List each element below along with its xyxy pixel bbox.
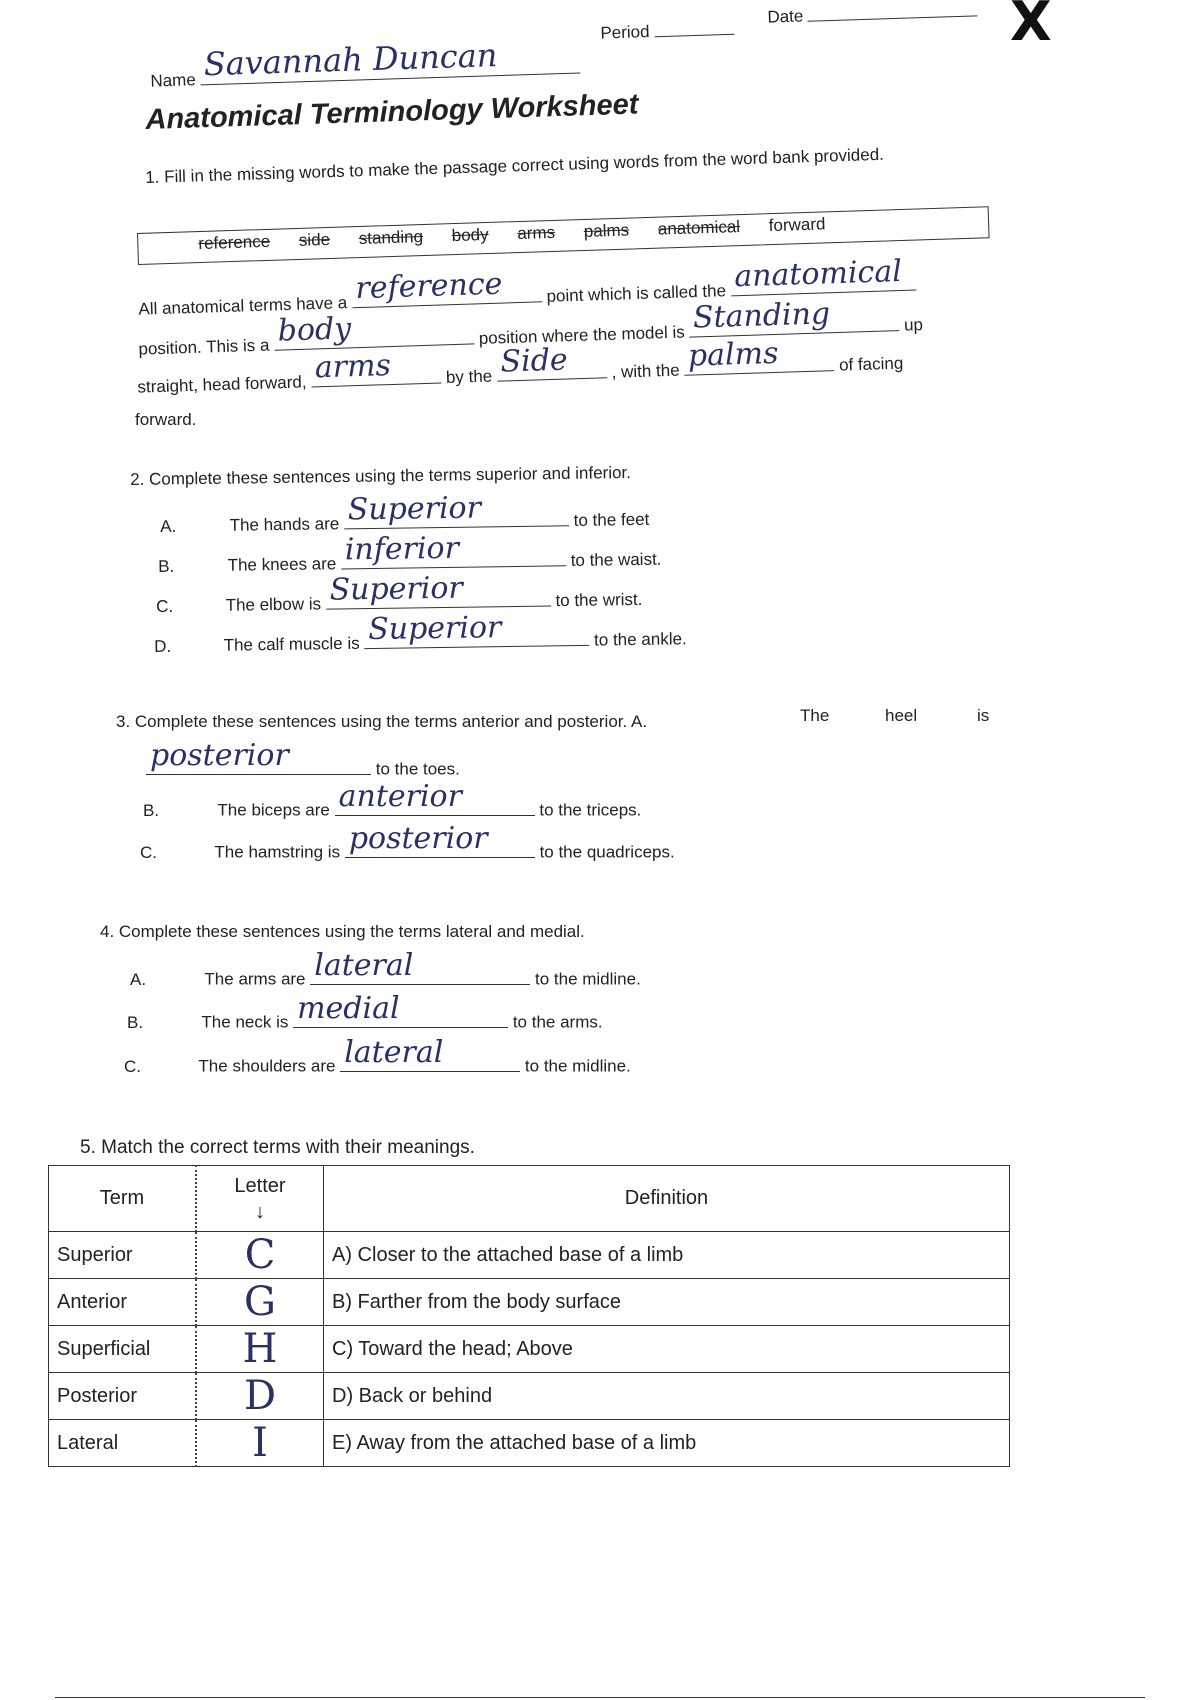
date-field	[767, 0, 978, 28]
q4-blank[interactable]	[340, 1034, 520, 1072]
q1-text: All anatomical terms have a	[138, 293, 348, 319]
item-text: The calf muscle is	[223, 633, 360, 655]
q4-prompt: 4. Complete these sentences using the terms lateral and medial.	[100, 922, 585, 941]
q1-blank[interactable]	[311, 347, 442, 387]
letter-cell[interactable]	[196, 1279, 324, 1326]
bottom-rule	[55, 1697, 1145, 1698]
table-row	[49, 1373, 1010, 1420]
q4-blank[interactable]	[310, 947, 530, 985]
word-bank-item: reference	[198, 231, 271, 254]
word-bank-item: standing	[358, 227, 424, 249]
q1-answer: Standing	[692, 295, 831, 336]
q1-text: point which is called the	[546, 281, 727, 306]
item-text: The arms are	[204, 969, 306, 989]
item-letter: C.	[140, 842, 157, 862]
term-cell: Superficial	[49, 1326, 197, 1373]
period-field	[600, 16, 734, 44]
q3-blank[interactable]	[335, 778, 535, 816]
item-letter: A.	[160, 516, 177, 536]
table-row	[49, 1232, 1010, 1279]
table-row	[49, 1279, 1010, 1326]
q1-answer: arms	[314, 347, 392, 386]
q3-answer: posterior	[150, 737, 289, 773]
word-bank-item: arms	[517, 222, 556, 244]
letter-header	[196, 1166, 324, 1232]
item-text: The hands are	[229, 514, 340, 535]
q1-blank[interactable]	[274, 310, 475, 350]
q2-answer: Superior	[367, 609, 502, 647]
q3-blank[interactable]	[345, 820, 535, 858]
q1-blank[interactable]	[684, 335, 835, 375]
q2-item	[154, 609, 687, 657]
item-text: The shoulders are	[198, 1056, 336, 1076]
term-header: Term	[49, 1166, 197, 1232]
name-line[interactable]	[200, 35, 580, 85]
q2-blank[interactable]	[364, 609, 589, 649]
q2-blank[interactable]	[344, 490, 569, 529]
q1-text: straight, head forward,	[137, 372, 307, 397]
item-after: to the toes.	[375, 759, 460, 779]
item-after: to the waist.	[570, 549, 662, 570]
q1-text: position where the model is	[478, 322, 685, 348]
letter-answer: C	[244, 1232, 276, 1278]
q1-answer: palms	[687, 335, 779, 374]
term-cell: Superior	[49, 1232, 197, 1279]
word-bank-item: palms	[583, 220, 630, 241]
grade-mark: X	[1010, 0, 1052, 53]
item-letter: D.	[154, 636, 172, 656]
item-letter: B.	[127, 1012, 144, 1032]
q2-prompt: 2. Complete these sentences using the terms superior and inferior.	[130, 463, 632, 489]
item-letter: B.	[158, 556, 175, 576]
q2-blank[interactable]	[326, 570, 551, 609]
item-letter: C.	[156, 596, 174, 616]
definition-cell: B) Farther from the body surface	[324, 1279, 1010, 1326]
date-label: Date	[767, 6, 804, 27]
q4-answer: lateral	[314, 947, 414, 983]
q1-prompt: 1. Fill in the missing words to make the passage correct using words from the word bank provided.	[145, 144, 885, 187]
letter-cell[interactable]	[196, 1373, 324, 1420]
definition-cell: D) Back or behind	[324, 1373, 1010, 1420]
table-row	[49, 1420, 1010, 1467]
q3-blank[interactable]	[146, 737, 371, 775]
q1-answer: reference	[354, 266, 503, 306]
q3-answer: anterior	[338, 778, 462, 814]
q1-blank[interactable]	[351, 266, 542, 308]
q1-answer: Side	[499, 342, 569, 380]
letter-cell[interactable]	[196, 1232, 324, 1279]
period-label: Period	[600, 22, 650, 43]
name-value: Savannah Duncan	[203, 35, 498, 83]
word-bank-item: forward	[768, 214, 826, 236]
term-cell: Posterior	[49, 1373, 197, 1420]
letter-header-label: Letter	[234, 1174, 286, 1197]
item-text: The biceps are	[217, 800, 330, 820]
q1-text: by the	[445, 366, 493, 387]
definition-cell: A) Closer to the attached base of a limb	[324, 1232, 1010, 1279]
q1-blank[interactable]	[730, 253, 916, 296]
period-line[interactable]	[654, 16, 735, 37]
q4-blank[interactable]	[293, 990, 508, 1028]
q1-text: position. This is a	[138, 335, 270, 359]
item-after: to the quadriceps.	[539, 842, 675, 862]
q4-answer: lateral	[344, 1034, 444, 1070]
word-bank-item: side	[298, 229, 331, 250]
q1-text: up	[903, 315, 924, 335]
q1-text: of facing	[838, 353, 904, 375]
item-letter: C.	[124, 1056, 141, 1076]
item-letter: A.	[130, 969, 147, 989]
q2-answer: Superior	[347, 490, 482, 528]
q3-heel-heel: heel	[885, 706, 918, 725]
q3-heel-the: The	[800, 706, 830, 725]
item-text: The knees are	[227, 554, 337, 575]
letter-answer: I	[252, 1420, 268, 1466]
item-after: to the feet	[573, 509, 650, 530]
page-title: Anatomical Terminology Worksheet	[145, 88, 639, 136]
item-after: to the triceps.	[539, 800, 642, 820]
q5-prompt: 5. Match the correct terms with their meanings.	[80, 1137, 475, 1158]
letter-cell[interactable]	[196, 1420, 324, 1467]
word-bank-item: anatomical	[657, 217, 741, 239]
item-after: to the midline.	[534, 969, 641, 989]
item-after: to the midline.	[524, 1056, 631, 1076]
q1-line-4: forward.	[135, 410, 197, 429]
matching-table	[48, 1165, 1010, 1467]
q2-answer: Superior	[329, 570, 463, 608]
q1-blank[interactable]	[496, 342, 607, 381]
q4-item	[127, 990, 603, 1033]
item-text: The neck is	[201, 1012, 289, 1032]
term-cell: Anterior	[49, 1279, 197, 1326]
q1-blank[interactable]	[689, 295, 900, 337]
date-line[interactable]	[807, 0, 978, 21]
letter-answer: D	[243, 1373, 277, 1419]
q3-heel-is: is	[977, 706, 990, 725]
word-bank-item: body	[451, 224, 489, 246]
q4-answer: medial	[297, 990, 400, 1026]
name-field	[150, 35, 580, 91]
q2-answer: inferior	[344, 530, 460, 568]
letter-cell[interactable]	[196, 1326, 324, 1373]
letter-answer: G	[244, 1279, 276, 1325]
definition-cell: E) Away from the attached base of a limb	[324, 1420, 1010, 1467]
q4-item	[130, 947, 641, 990]
q2-blank[interactable]	[341, 530, 566, 569]
q3-prompt: 3. Complete these sentences using the terms anterior and posterior. A.	[116, 712, 648, 731]
table-header-row	[49, 1166, 1010, 1232]
item-letter: B.	[143, 800, 160, 820]
table-row	[49, 1326, 1010, 1373]
item-text: The elbow is	[225, 594, 322, 615]
item-after: to the wrist.	[555, 589, 643, 611]
letter-answer: H	[242, 1326, 278, 1372]
q3-item	[143, 778, 642, 821]
q3-item-a	[146, 737, 460, 780]
term-cell: Lateral	[49, 1420, 197, 1467]
q1-answer: body	[277, 310, 352, 349]
q4-item	[124, 1034, 631, 1077]
definition-cell: C) Toward the head; Above	[324, 1326, 1010, 1373]
arrow-down-icon: ↓	[255, 1200, 265, 1223]
word-bank	[198, 214, 826, 254]
item-after: to the arms.	[512, 1012, 603, 1032]
q3-answer: posterior	[348, 820, 488, 856]
q1-text: , with the	[611, 360, 680, 382]
q3-item	[140, 820, 675, 863]
item-after: to the ankle.	[593, 629, 687, 650]
definition-header: Definition	[324, 1166, 1010, 1232]
item-text: The hamstring is	[214, 842, 341, 862]
q1-answer: anatomical	[733, 253, 903, 294]
name-label: Name	[150, 70, 197, 91]
